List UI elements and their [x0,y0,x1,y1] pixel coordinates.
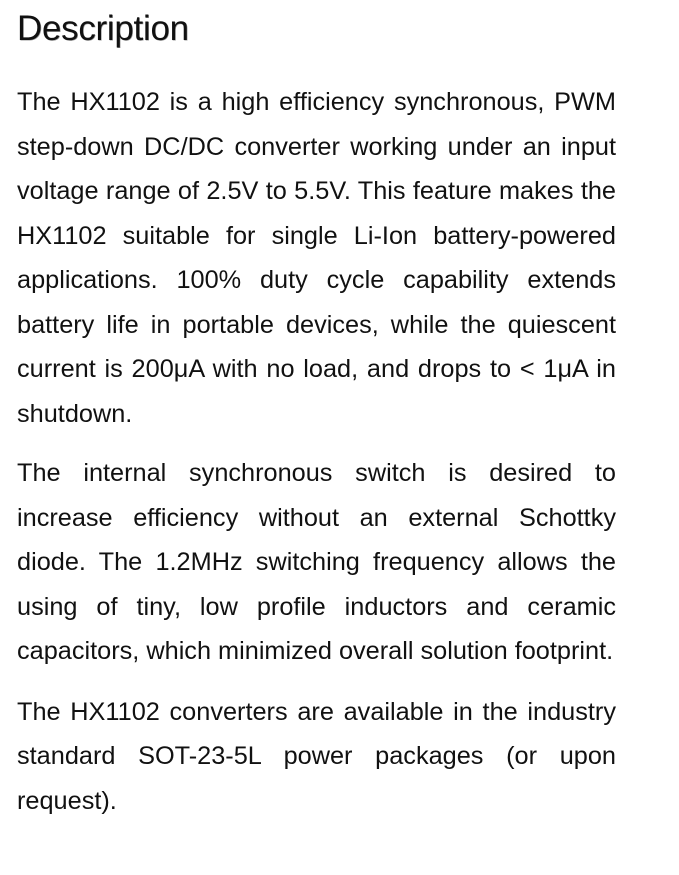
description-paragraph-1: The HX1102 is a high efficiency synchronous, PWM step-down DC/DC converter working under an input voltage range of 2.5V to 5.5V. This feature makes the HX1102 suitable for single Li-Ion battery-powered applications. 100% duty cycle capability extends battery life in portable devices, while the quiescent current is 200μA with no load, and drops to < 1μA in shutdown. [17,88,616,428]
description-paragraph-3: The HX1102 converters are available in the industry standard SOT-23-5L power packages (or upon request). [17,697,616,815]
description-paragraph-2: The internal synchronous switch is desired to increase efficiency without an external Schottky diode. The 1.2MHz switching frequency allows the using of tiny, low profile inductors and ceramic capacitors, which minimized overall solution footprint. [17,459,616,665]
section-title: Description [17,9,189,48]
description-section [17,0,616,823]
